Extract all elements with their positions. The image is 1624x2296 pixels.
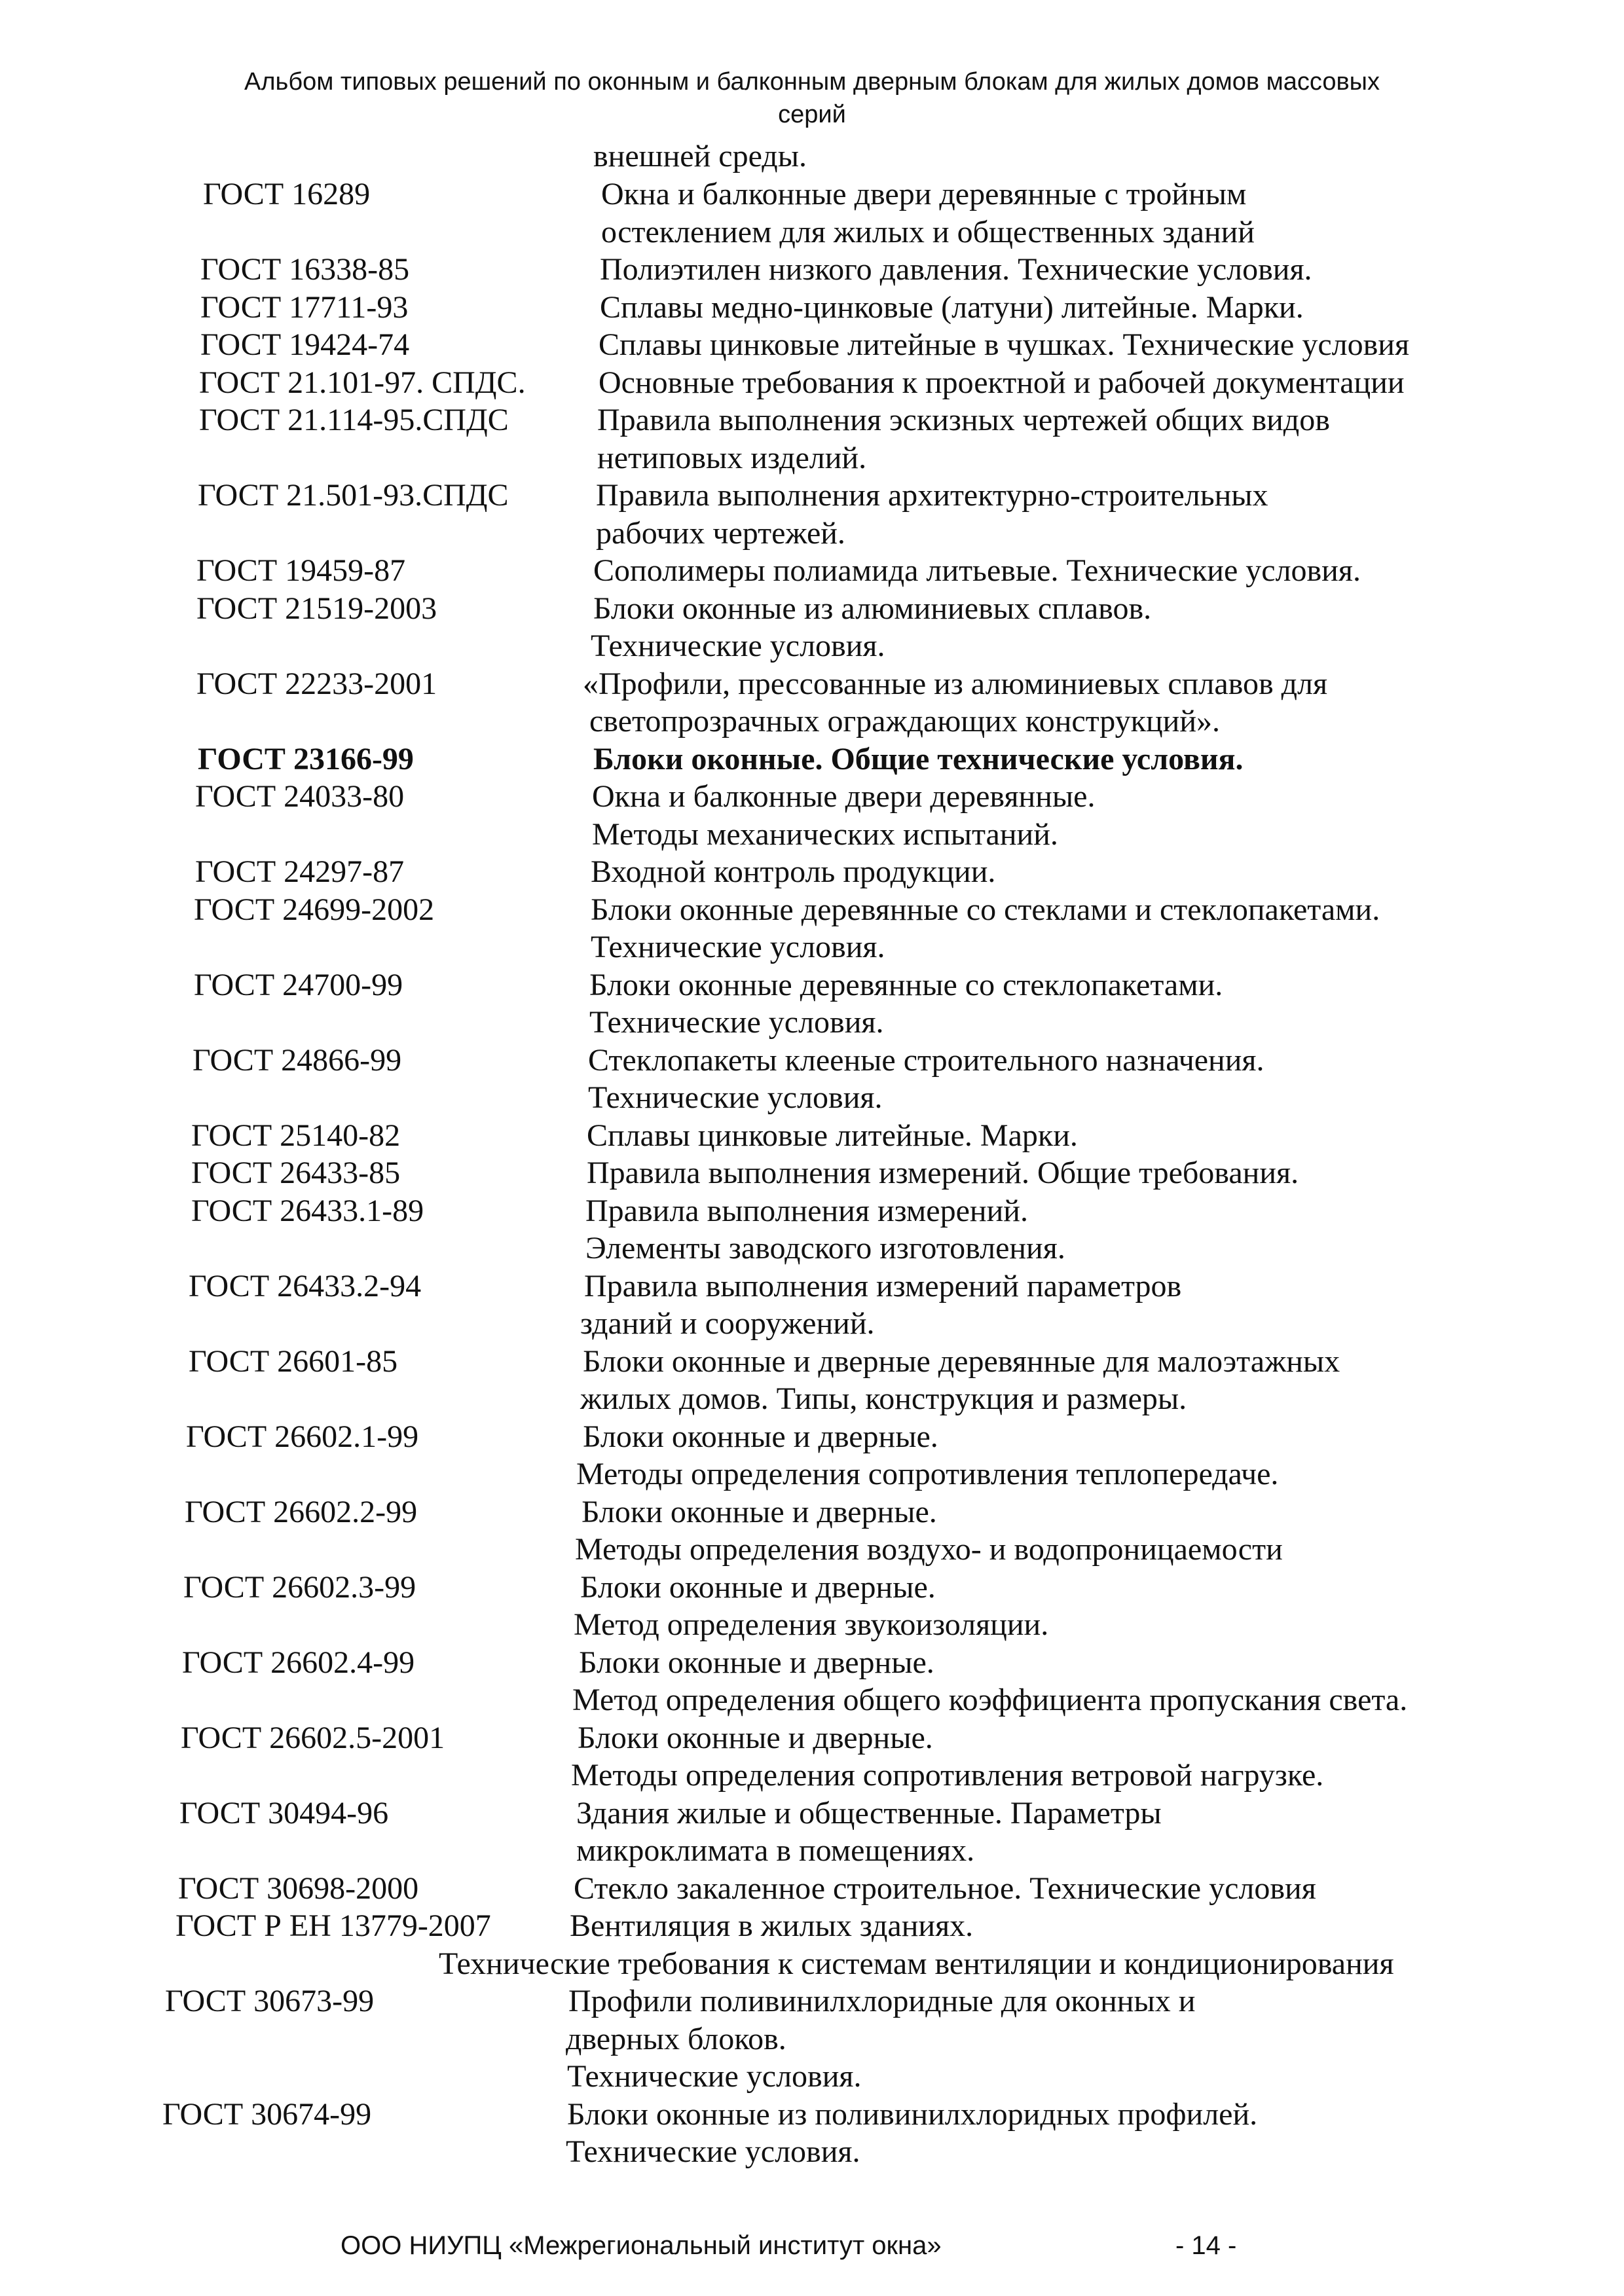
entry-description-line: Блоки оконные из поливинилхлоридных профилей. [567,2097,1258,2132]
entry-description-line: Профили поливинилхлоридные для оконных и [568,1984,1196,2018]
entry-standard-code: ГОСТ 24866-99 [193,1043,402,1078]
entry-description-line: внешней среды. [593,139,807,173]
entry-description-line: Блоки оконные и дверные. [579,1645,934,1680]
entry-description-line: Технические требования к системам вентиляции и кондиционирования [439,1946,1394,1981]
header-title: Альбом типовых решений по оконным и балконным дверным блокам для жилых домов массовых [244,68,1380,96]
header-title-continued: серий [778,101,846,128]
entry-description-line: Технические условия. [591,629,885,663]
entry-standard-code: ГОСТ 30674-99 [162,2097,372,2132]
entry-description-line: Методы механических испытаний. [592,817,1058,852]
entry-description-line: Правила выполнения архитектурно-строительных [596,478,1268,513]
entry-description-line: Технические условия. [567,2059,862,2094]
entry-standard-code: ГОСТ Р ЕН 13779-2007 [175,1908,491,1943]
entry-description-line: Основные требования к проектной и рабочей документации [599,365,1405,400]
entry-description-line: Блоки оконные деревянные со стеклопакетами. [589,968,1223,1002]
entry-description-line: Сплавы цинковые литейные. Марки. [587,1118,1078,1153]
entry-description-line: зданий и сооружений. [580,1306,875,1341]
entry-description-line: Правила выполнения измерений. [585,1194,1028,1228]
entry-standard-code: ГОСТ 26433-85 [191,1156,401,1190]
entry-description-line: Технические условия. [566,2134,860,2169]
entry-description-line: Методы определения сопротивления ветровой нагрузке. [571,1758,1324,1793]
entry-standard-code: ГОСТ 26602.4-99 [182,1645,415,1680]
entry-standard-code: ГОСТ 19424-74 [200,327,410,362]
entry-description-line: Блоки оконные и дверные деревянные для малоэтажных [583,1344,1340,1379]
entry-description-line: Правила выполнения измерений. Общие требования. [587,1156,1299,1190]
entry-description-line: Методы определения воздухо- и водопроницаемости [575,1532,1283,1567]
entry-description-line: Блоки оконные из алюминиевых сплавов. [593,591,1152,626]
entry-description-line: Метод определения общего коэффициента пропускания света. [572,1683,1408,1717]
entry-standard-code: ГОСТ 26601-85 [189,1344,398,1379]
entry-description-line: Блоки оконные и дверные. [578,1721,933,1755]
entry-standard-code: ГОСТ 30494-96 [179,1796,389,1831]
entry-description-line: Блоки оконные и дверные. [580,1570,936,1605]
entry-standard-code: ГОСТ 24033-80 [195,779,405,814]
entry-standard-code: ГОСТ 17711-93 [200,290,409,325]
entry-standard-code: ГОСТ 26602.1-99 [186,1419,419,1454]
entry-standard-code: ГОСТ 24700-99 [194,968,403,1002]
entry-standard-code: ГОСТ 21.501-93.СПДС [198,478,509,513]
entry-description-line: светопрозрачных ограждающих конструкций». [589,704,1221,738]
entry-description-line: Правила выполнения эскизных чертежей общих видов [597,403,1330,437]
entry-standard-code: ГОСТ 23166-99 [198,742,414,776]
entry-description-line: Сплавы медно-цинковые (латуни) литейные. Марки. [600,290,1304,325]
page-header [0,65,1624,131]
entry-standard-code: ГОСТ 26602.5-2001 [181,1721,445,1755]
entry-standard-code: ГОСТ 24297-87 [195,854,405,889]
entry-standard-code: ГОСТ 21.114-95.СПДС [199,403,509,437]
entry-description-line: Стеклопакеты клееные строительного назначения. [588,1043,1264,1078]
entry-description-line: нетиповых изделий. [597,441,867,475]
entry-description-line: Блоки оконные. Общие технические условия. [593,742,1244,776]
entry-standard-code: ГОСТ 26433.2-94 [189,1269,422,1303]
page-footer [0,2231,1624,2270]
entry-standard-code: ГОСТ 24699-2002 [194,892,435,927]
entry-description-line: Элементы заводского изготовления. [585,1231,1065,1266]
entry-description-line: Окна и балконные двери деревянные. [592,779,1096,814]
entry-description-line: жилых домов. Типы, конструкция и размеры. [580,1381,1187,1416]
entry-standard-code: ГОСТ 26433.1-89 [191,1194,424,1228]
entry-standard-code: ГОСТ 16289 [203,177,371,211]
entry-description-line: Сплавы цинковые литейные в чушках. Технические условия [599,327,1410,362]
entry-description-line: Технические условия. [588,1080,883,1115]
entry-description-line: Вентиляция в жилых зданиях. [570,1908,974,1943]
entry-description-line: Блоки оконные и дверные. [581,1495,937,1529]
entry-description-line: Сополимеры полиамида литьевые. Технические условия. [593,553,1361,588]
entry-standard-code: ГОСТ 16338-85 [200,252,410,287]
entry-standard-code: ГОСТ 21.101-97. СПДС. [199,365,526,400]
entry-standard-code: ГОСТ 25140-82 [191,1118,401,1153]
entry-description-line: Методы определения сопротивления теплопередаче. [576,1457,1279,1491]
entry-standard-code: ГОСТ 26602.3-99 [183,1570,416,1605]
page-number: - 14 - [1175,2231,1237,2260]
entry-description-line: Стекло закаленное строительное. Технические условия [574,1871,1316,1906]
entry-description-line: Здания жилые и общественные. Параметры [576,1796,1162,1831]
entry-description-line: Блоки оконные и дверные. [583,1419,938,1454]
entry-description-line: Правила выполнения измерений параметров [584,1269,1182,1303]
entry-description-line: Входной контроль продукции. [591,854,996,889]
entry-description-line: Технические условия. [591,930,885,964]
entry-standard-code: ГОСТ 30698-2000 [178,1871,419,1906]
entry-description-line: «Профили, прессованные из алюминиевых сплавов для [583,666,1328,701]
entry-description-line: Окна и балконные двери деревянные с тройным [601,177,1247,211]
entry-description-line: Полиэтилен низкого давления. Технические условия. [600,252,1312,287]
entry-description-line: остеклением для жилых и общественных зданий [601,215,1255,249]
entry-standard-code: ГОСТ 21519-2003 [196,591,437,626]
entry-description-line: рабочих чертежей. [596,516,845,551]
entry-standard-code: ГОСТ 30673-99 [165,1984,375,2018]
entry-description-line: Технические условия. [589,1005,884,1040]
entry-standard-code: ГОСТ 19459-87 [196,553,406,588]
entry-standard-code: ГОСТ 22233-2001 [196,666,437,701]
entry-description-line: дверных блоков. [566,2022,786,2056]
entry-standard-code: ГОСТ 26602.2-99 [185,1495,418,1529]
entry-description-line: микроклимата в помещениях. [576,1833,975,1868]
entry-description-line: Блоки оконные деревянные со стеклами и стеклопакетами. [591,892,1380,927]
footer-organization: ООО НИУПЦ «Межрегиональный институт окна» [341,2231,942,2260]
entry-description-line: Метод определения звукоизоляции. [574,1607,1049,1642]
